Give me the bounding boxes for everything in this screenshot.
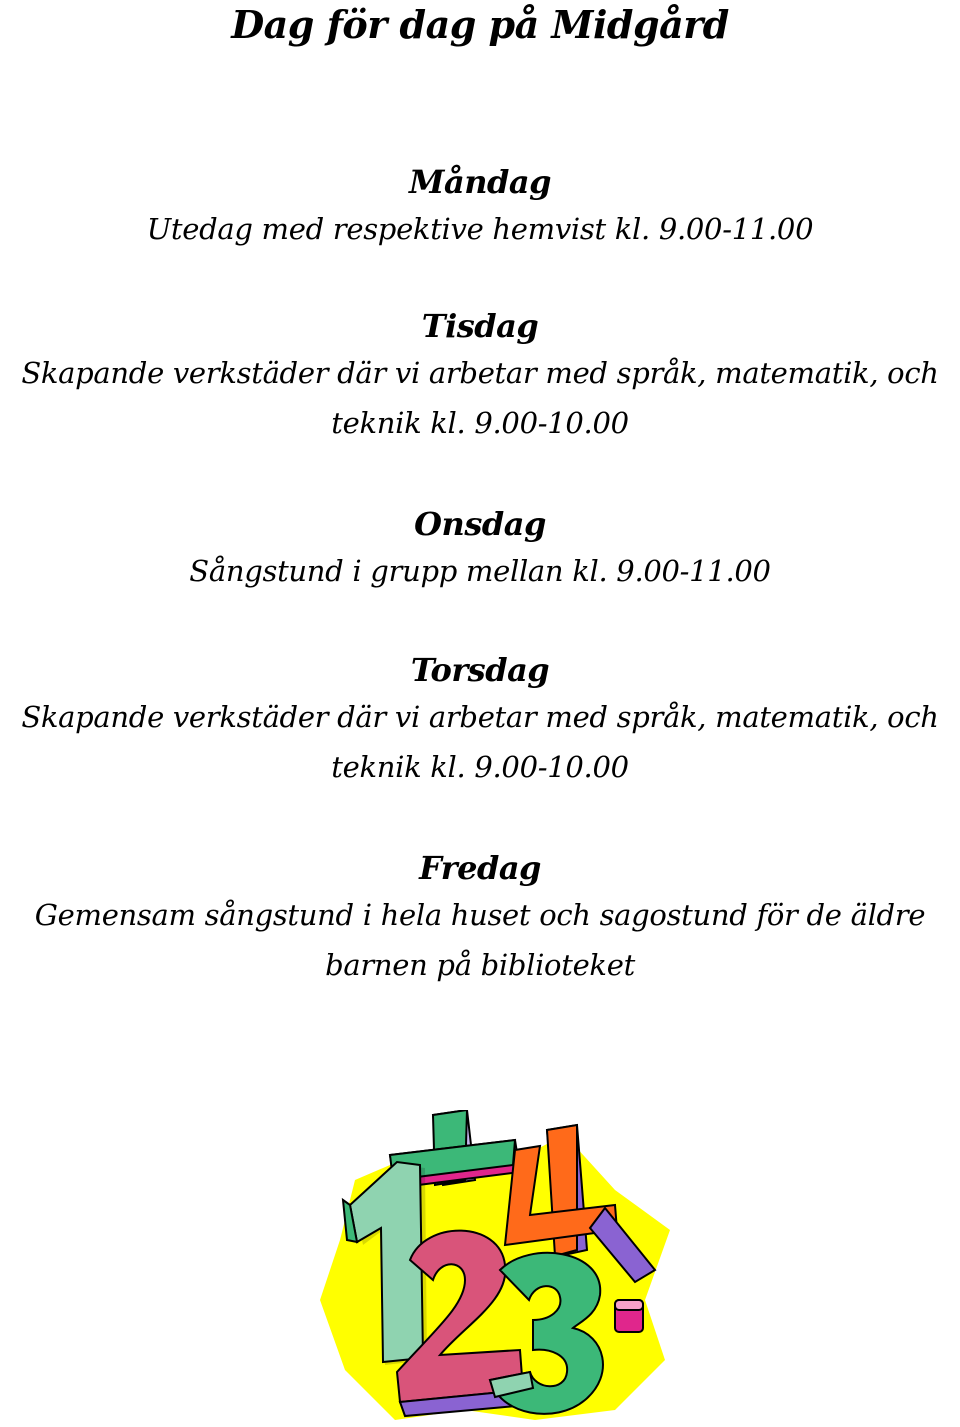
- numbers-clipart-icon: [315, 1110, 675, 1425]
- day-description: Gemensam sångstund i hela huset och sagostund för de äldre barnen på biblioteket: [34, 898, 926, 982]
- colon-symbol: [615, 1300, 643, 1332]
- day-monday: [0, 160, 960, 254]
- day-tuesday: [0, 304, 960, 448]
- day-wednesday: [0, 502, 960, 596]
- page-title: Dag för dag på Midgård: [231, 2, 729, 47]
- day-name: Onsdag: [414, 505, 546, 543]
- day-description: Skapande verkstäder där vi arbetar med språk, matematik, och teknik kl. 9.00-10.00: [21, 700, 939, 784]
- day-description: Skapande verkstäder där vi arbetar med språk, matematik, och teknik kl. 9.00-10.00: [21, 356, 939, 440]
- day-description: Sångstund i grupp mellan kl. 9.00-11.00: [189, 554, 771, 588]
- day-name: Tisdag: [421, 307, 539, 345]
- day-name: Måndag: [409, 163, 551, 201]
- day-name: Fredag: [419, 849, 541, 887]
- day-description: Utedag med respektive hemvist kl. 9.00-11.00: [146, 212, 814, 246]
- day-thursday: [0, 648, 960, 792]
- day-name: Torsdag: [410, 651, 550, 689]
- day-friday: [0, 846, 960, 990]
